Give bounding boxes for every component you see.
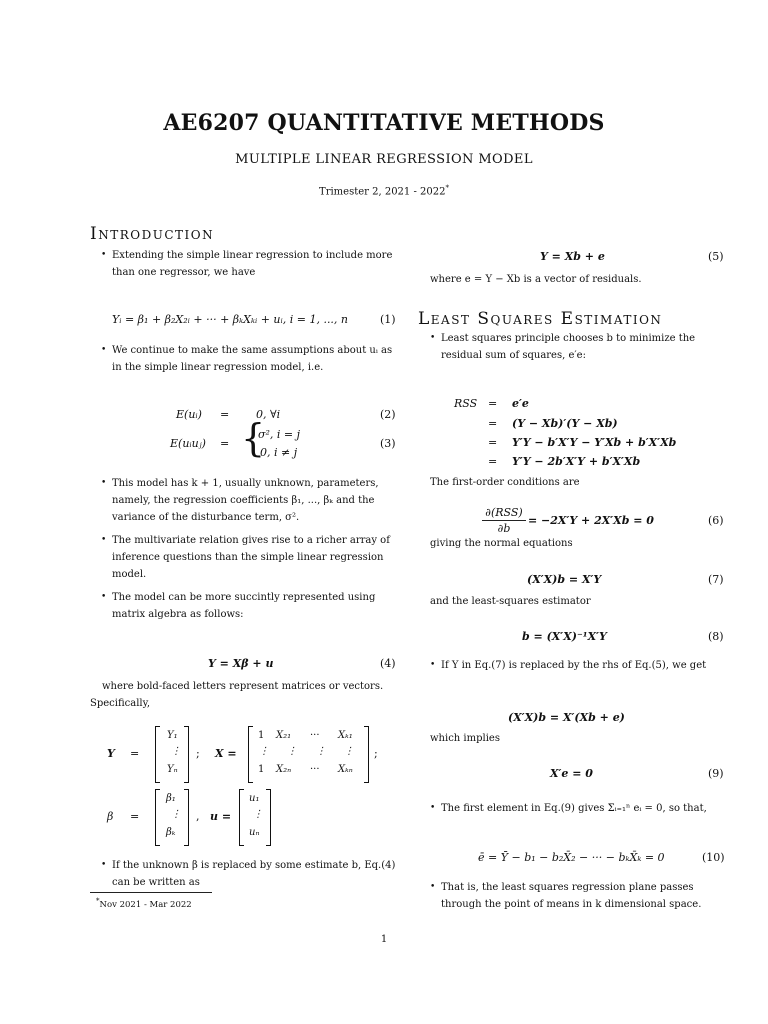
where-bold-faced-text: where bold-faced letters represent matrices or vectors. Specifically, xyxy=(90,681,384,709)
which-implies-text: which implies xyxy=(430,733,500,744)
vector-u-entry: u₁ xyxy=(249,793,260,804)
matrix-x-entry: 1 xyxy=(258,730,265,741)
residual-definition: where e = Y − Xb is a vector of residuals. xyxy=(430,274,642,285)
matrix-x-entry: ··· xyxy=(310,730,320,741)
equation-6-rhs: = −2X′Y + 2X′Xb = 0 xyxy=(528,514,654,527)
footnote-mark: * xyxy=(96,896,100,905)
equation-3-equals: = xyxy=(220,437,230,450)
equation-5: Y = Xb + e xyxy=(540,250,605,263)
vector-u-label: u = xyxy=(210,810,232,823)
rss-label: RSS xyxy=(454,397,478,410)
date-text: Trimester 2, 2021 - 2022 xyxy=(319,186,446,198)
vector-beta-equals: = xyxy=(130,810,140,823)
matrix-y-left-bracket xyxy=(155,726,160,783)
equation-4-number: (4) xyxy=(380,657,396,670)
vector-beta-left-bracket xyxy=(155,789,160,846)
equation-8: b = (X′X)⁻¹X′Y xyxy=(522,630,607,643)
equation-9: X′e = 0 xyxy=(550,767,593,780)
matrix-separator: ; xyxy=(196,747,200,760)
vector-beta-entry: βₖ xyxy=(166,827,176,838)
matrix-x-entry: ⋮ xyxy=(287,746,297,757)
rss-equals: = xyxy=(488,436,498,449)
equation-1: Yᵢ = β₁ + β₂X₂ᵢ + ··· + βₖXₖᵢ + uᵢ, i = 1, ..., n xyxy=(112,313,349,326)
fraction-bar xyxy=(482,520,526,521)
equation-3-number: (3) xyxy=(380,437,396,450)
rss-expansion-line: Y′Y − 2b′X′Y + b′X′Xb xyxy=(512,455,641,468)
matrix-y-equals: = xyxy=(130,747,140,760)
date-footnote-mark: * xyxy=(445,184,449,192)
rss-equals: = xyxy=(488,397,498,410)
equation-7: (X′X)b = X′Y xyxy=(527,573,602,586)
bullet-multivariate: • The multivariate relation gives rise to a richer array of inference questions than the simple linear regression model. xyxy=(112,532,396,583)
equation-substituted: (X′X)b = X′(Xb + e) xyxy=(508,711,625,724)
matrix-separator: ; xyxy=(374,747,378,760)
matrix-y-right-bracket xyxy=(184,726,189,783)
vector-u-entry: ⋮ xyxy=(253,809,263,820)
rss-expansion-line: e′e xyxy=(512,397,529,410)
equation-1-number: (1) xyxy=(380,313,396,326)
matrix-x-entry: ⋮ xyxy=(259,746,269,757)
vector-separator: , xyxy=(196,810,200,823)
matrix-x-right-bracket xyxy=(364,726,369,783)
equation-2-rhs: 0, ∀i xyxy=(256,408,281,421)
rss-equals: = xyxy=(488,455,498,468)
vector-u-right-bracket xyxy=(266,789,271,846)
matrix-x-entry: 1 xyxy=(258,764,265,775)
vector-beta-entry: ⋮ xyxy=(171,809,181,820)
left-brace-symbol: { xyxy=(241,416,266,460)
equation-10: ē = Ȳ − b₁ − b₂X̄₂ − ··· − bₖX̄ₖ = 0 xyxy=(478,851,665,864)
equation-6-denominator: ∂b xyxy=(497,522,511,535)
vector-beta-label: β xyxy=(107,810,114,823)
equation-9-number: (9) xyxy=(708,767,724,780)
equation-6-numerator: ∂(RSS) xyxy=(485,506,523,519)
first-order-conditions-text: The first-order conditions are xyxy=(430,477,580,488)
footnote-text: Nov 2021 - Mar 2022 xyxy=(99,899,192,910)
normal-equations-text: giving the normal equations xyxy=(430,538,573,549)
matrix-x-entry: ⋮ xyxy=(316,746,326,757)
equation-4: Y = Xβ + u xyxy=(208,657,274,670)
matrix-x-left-bracket xyxy=(248,726,253,783)
page-number: 1 xyxy=(380,934,388,945)
matrix-y-entry: ⋮ xyxy=(171,746,181,757)
bullet-least-squares-principle: • Least squares principle chooses b to minimize the residual sum of squares, e′e: xyxy=(441,330,724,364)
equation-7-number: (7) xyxy=(708,573,724,586)
bullet-substitution: • If Y in Eq.(7) is replaced by the rhs of Eq.(5), we get xyxy=(441,657,724,674)
bullet-assumptions: • We continue to make the same assumptions about uᵢ as in the simple linear regression model, i.e. xyxy=(112,342,396,376)
matrix-y-label: Y xyxy=(107,747,115,760)
matrix-x-entry: ⋮ xyxy=(344,746,354,757)
matrix-y-entry: Y₁ xyxy=(167,730,178,741)
rss-equals: = xyxy=(488,417,498,430)
matrix-x-entry: ··· xyxy=(310,764,320,775)
bullet-extending: • Extending the simple linear regression to include more than one regressor, we have xyxy=(112,247,396,281)
section-heading-introduction: Introduction xyxy=(90,224,215,244)
vector-beta-entry: β₁ xyxy=(166,793,176,804)
equation-2-number: (2) xyxy=(380,408,396,421)
bullet-matrix-algebra: • The model can be more succintly represented using matrix algebra as follows: xyxy=(112,589,396,623)
equation-3-case-2: 0, i ≠ j xyxy=(260,446,298,459)
bullet-estimate: • If the unknown β is replaced by some estimate b, Eq.(4) can be written as xyxy=(112,857,396,891)
equation-3-lhs: E(uᵢuⱼ) xyxy=(170,437,206,450)
equation-5-number: (5) xyxy=(708,250,724,263)
bullet-plane-through-means: • That is, the least squares regression plane passes through the point of means in k dimensional space. xyxy=(441,879,724,913)
bullet-parameters: • This model has k + 1, usually unknown, parameters, namely, the regression coefficients β₁, ..., βₖ and the variance of the disturbance term, σ². xyxy=(112,475,396,526)
equation-2-equals: = xyxy=(220,408,230,421)
matrix-x-entry: Xₖₙ xyxy=(338,764,353,775)
equation-3-case-1: σ², i = j xyxy=(258,428,301,441)
footnote xyxy=(96,896,192,910)
matrix-y-entry: Yₙ xyxy=(167,764,178,775)
least-squares-estimator-text: and the least-squares estimator xyxy=(430,596,591,607)
footnote-rule xyxy=(90,892,212,893)
matrix-x-entry: X₂₁ xyxy=(276,730,292,741)
vector-u-left-bracket xyxy=(239,789,244,846)
document-subtitle: MULTIPLE LINEAR REGRESSION MODEL xyxy=(235,152,533,167)
equation-6-number: (6) xyxy=(708,514,724,527)
rss-expansion-line: Y′Y − b′X′Y − Y′Xb + b′X′Xb xyxy=(512,436,677,449)
matrix-x-entry: X₂ₙ xyxy=(276,764,292,775)
document-title: AE6207 QUANTITATIVE METHODS xyxy=(163,110,605,136)
equation-8-number: (8) xyxy=(708,630,724,643)
bullet-first-element: • The first element in Eq.(9) gives Σᵢ₌₁ⁿ eᵢ = 0, so that, xyxy=(441,800,724,817)
vector-beta-right-bracket xyxy=(184,789,189,846)
matrix-x-entry: Xₖ₁ xyxy=(338,730,353,741)
equation-10-number: (10) xyxy=(702,851,725,864)
rss-expansion-line: (Y − Xb)′(Y − Xb) xyxy=(512,417,618,430)
equation-2-lhs: E(uᵢ) xyxy=(176,408,202,421)
section-heading-least-squares: Least Squares Estimation xyxy=(418,309,663,329)
matrix-x-label: X = xyxy=(215,747,237,760)
vector-u-entry: uₙ xyxy=(249,827,260,838)
document-date xyxy=(0,184,768,197)
